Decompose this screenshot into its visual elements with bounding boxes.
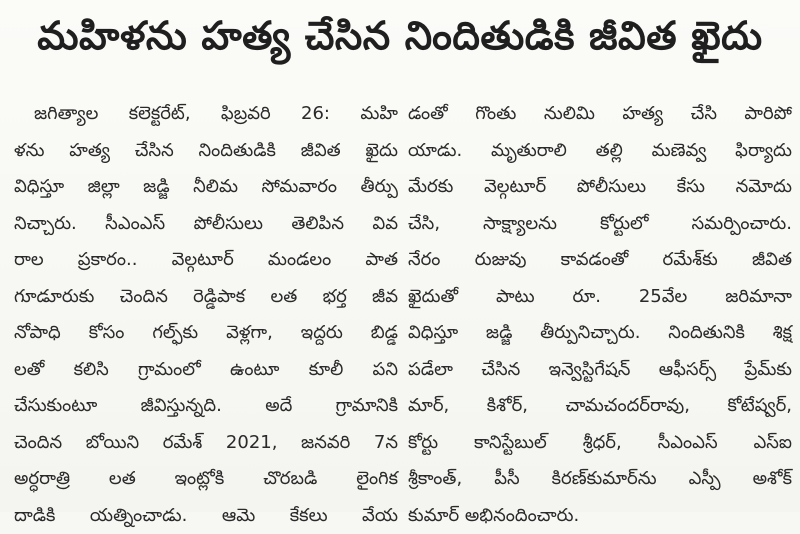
article-line: యాడు. మృతురాలి తల్లి మణెవ్వ ఫిర్యాదు	[408, 133, 792, 170]
article-line: డంతో గొంతు నులిమి హత్య చేసి పారిపో	[408, 96, 792, 133]
article-line: చెందిన బోయిని రమేశ్ 2021, జనవరి 7న	[14, 425, 398, 462]
article-column-right	[408, 96, 792, 534]
article-line: కుమార్ అభినందించారు.	[408, 498, 792, 534]
article-line: చేసి, సాక్ష్యాలను కోర్టులో సమర్పించారు.	[408, 206, 792, 243]
article-line: పడేలా చేసిన ఇన్వెస్టిగేషన్ ఆఫీసర్స్ ప్రేమ్‌కు	[408, 352, 792, 389]
article-line: దాడికి యత్నించాడు. ఆమె కేకలు వేయ	[14, 498, 398, 534]
article-line: విధిస్తూ జిల్లా జడ్జి నీలిమ సోమవారం తీర్పు	[14, 169, 398, 206]
article-line: నేరం రుజువు కావడంతో రమేశ్‌కు జీవిత	[408, 242, 792, 279]
article-column-left	[14, 96, 398, 534]
article-line: కోర్టు కానిస్టేబుల్ శ్రీధర్, సీఎంఎస్ ఎస్ఐ	[408, 425, 792, 462]
article-line: మేరకు వెల్గటూర్ పోలీసులు కేసు నమోదు	[408, 169, 792, 206]
article-line: శ్రీకాంత్, పీసీ కిరణ్‌కుమార్‌ను ఎస్పీ అశోక్	[408, 461, 792, 498]
article-line: చేసుకుంటూ జీవిస్తున్నది. అదే గ్రామానికి	[14, 388, 398, 425]
article-line: నిచ్చారు. సీఎంఎస్ పోలీసులు తెలిపిన వివ	[14, 206, 398, 243]
article-line: అర్ధరాత్రి లత ఇంట్లోకి చొరబడి లైంగిక	[14, 461, 398, 498]
article-line: ఖైదుతో పాటు రూ. 25వేల జరిమానా	[408, 279, 792, 316]
article-line: నోపాధి కోసం గల్ఫ్‌కు వెళ్లగా, ఇద్దరు బిడ్డ	[14, 315, 398, 352]
article-line: జగిత్యాల కలెక్టరేట్, ఫిబ్రవరి 26: మహి	[14, 96, 398, 133]
article-line: ళను హత్య చేసిన నిందితుడికి జీవిత ఖైదు	[14, 133, 398, 170]
article-line: లతో కలిసి గ్రామంలో ఉంటూ కూలీ పని	[14, 352, 398, 389]
article-line: గూడూరుకు చెందిన రెడ్డిపాక లత భర్త జీవ	[14, 279, 398, 316]
headline: మహిళను హత్య చేసిన నిందితుడికి జీవిత ఖైదు	[0, 14, 800, 68]
article-line: మార్, కిశోర్, చామచందర్‌రావు, కోటేష్వర్,	[408, 388, 792, 425]
article-line: రాల ప్రకారం.. వెల్గటూర్ మండలం పాత	[14, 242, 398, 279]
article-line: విధిస్తూ జడ్జి తీర్పునిచ్చారు. నిందితునికి శిక్ష	[408, 315, 792, 352]
